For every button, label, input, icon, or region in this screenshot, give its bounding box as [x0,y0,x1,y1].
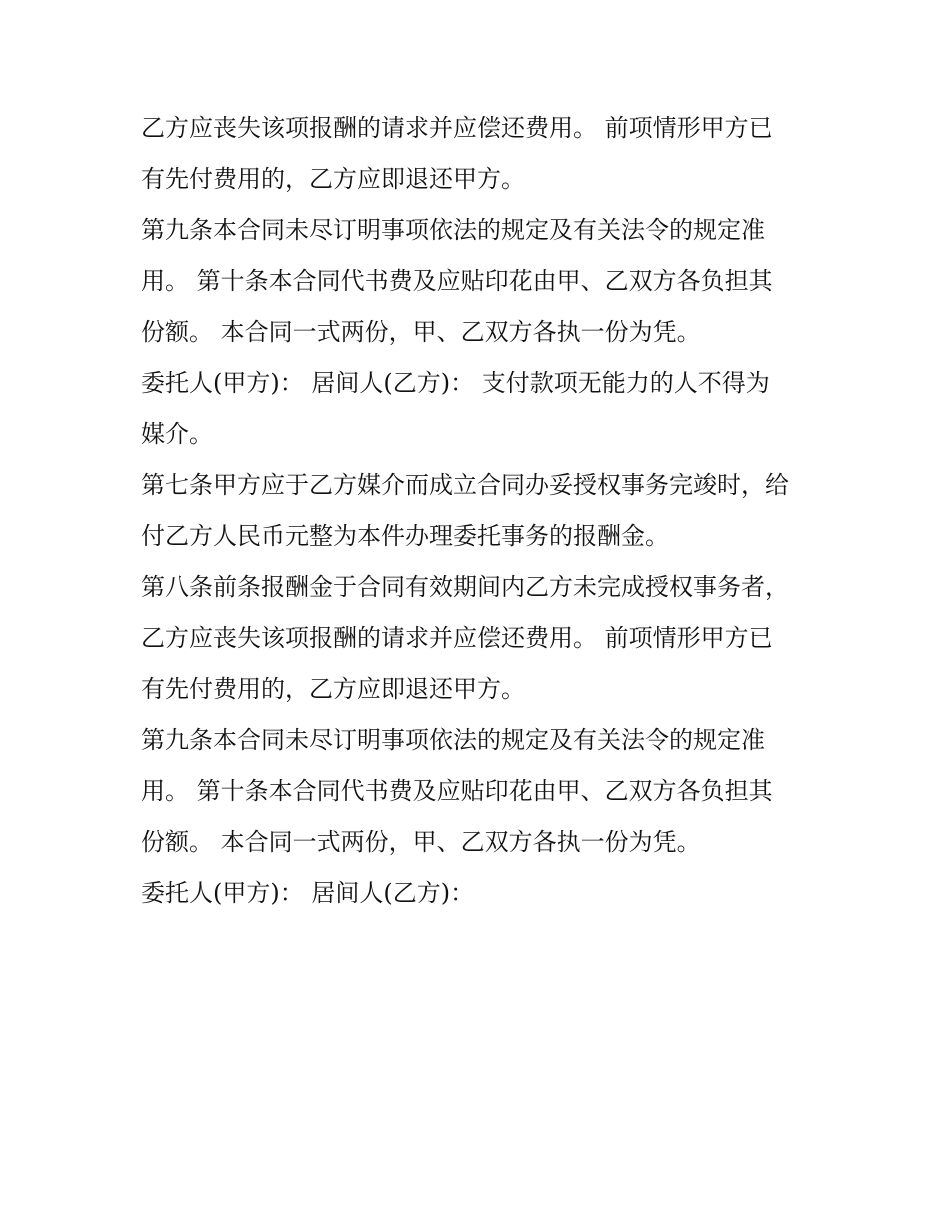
text-line: 份额。 本合同一式两份，甲、乙双方各执一份为凭。 [141,318,701,346]
text-line: 用。 第十条本合同代书费及应贴印花由甲、乙双方各负担其 [141,267,773,295]
text-line: 第七条甲方应于乙方媒介而成立合同办妥授权事务完竣时，给 [141,471,789,499]
text-line: 有先付费用的，乙方应即退还甲方。 [141,675,525,703]
text-line: 有先付费用的，乙方应即退还甲方。 [141,165,525,193]
contract-text [141,103,821,919]
text-line: 用。 第十条本合同代书费及应贴印花由甲、乙双方各负担其 [141,777,773,805]
text-line: 委托人(甲方)： 居间人(乙方)： 支付款项无能力的人不得为 [141,369,770,397]
text-line: 媒介。 [141,420,213,448]
text-line: 第九条本合同未尽订明事项依法的规定及有关法令的规定准 [141,216,765,244]
text-line: 委托人(甲方)： 居间人(乙方)： [141,879,475,907]
text-line: 乙方应丧失该项报酬的请求并应偿还费用。 前项情形甲方已 [141,624,773,652]
text-line: 第八条前条报酬金于合同有效期间内乙方未完成授权事务者， [141,573,789,601]
text-line: 第九条本合同未尽订明事项依法的规定及有关法令的规定准 [141,726,765,754]
text-line: 乙方应丧失该项报酬的请求并应偿还费用。 前项情形甲方已 [141,114,773,142]
text-line: 付乙方人民币元整为本件办理委托事务的报酬金。 [141,522,669,550]
text-line: 份额。 本合同一式两份，甲、乙双方各执一份为凭。 [141,828,701,856]
